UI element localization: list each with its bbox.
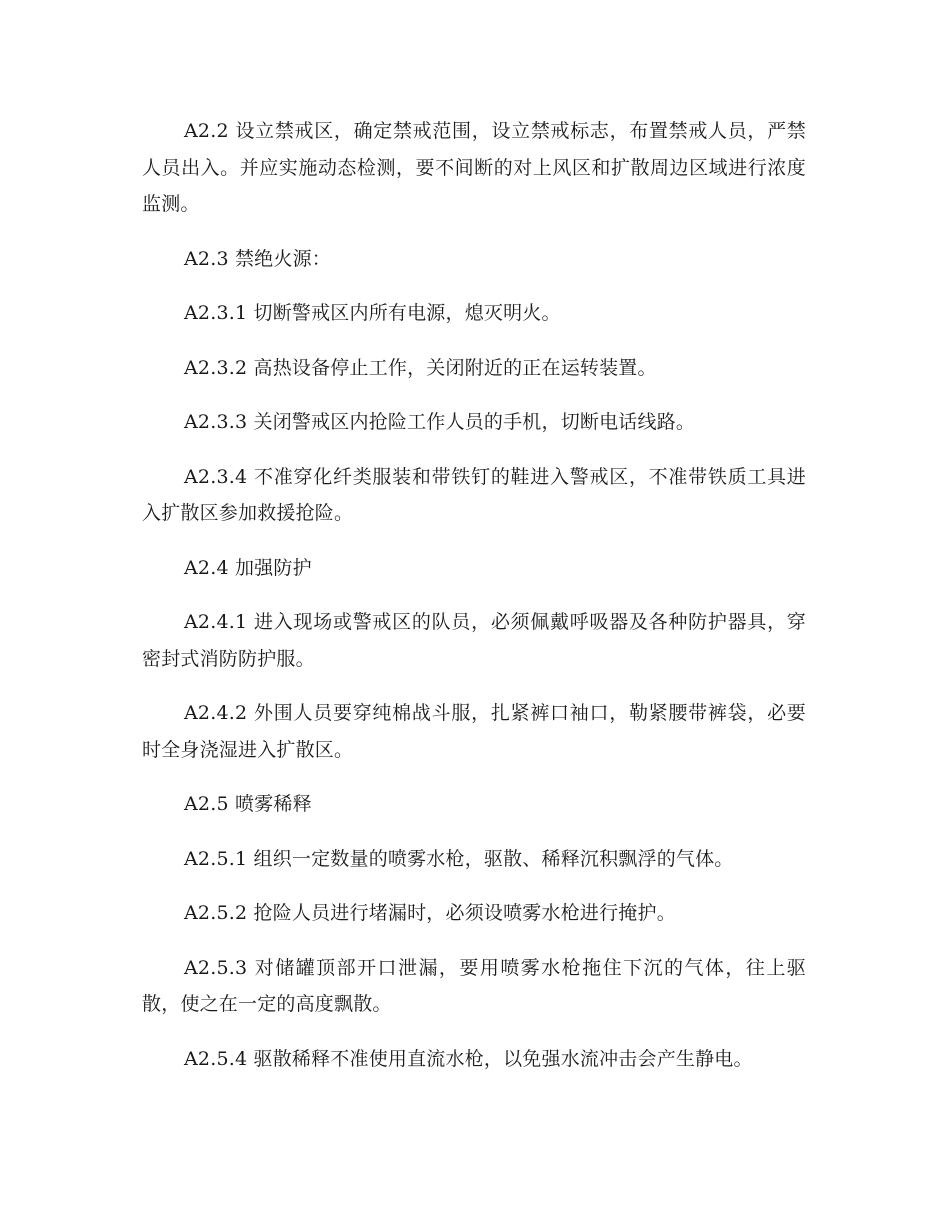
heading-a2-5: A2.5 喷雾稀释 bbox=[184, 793, 312, 815]
heading-a2-4: A2.4 加强防护 bbox=[184, 556, 312, 579]
paragraph-a2-5-4: A2.5.4 驱散稀释不准使用直流水枪，以免强水流冲击会产生静电。 bbox=[184, 1047, 753, 1070]
document-body bbox=[142, 113, 806, 1095]
paragraph-a2-4-1: A2.4.1 进入现场或警戒区的队员，必须佩戴呼吸器及各种防护器具，穿密封式消防防护服。 bbox=[142, 611, 806, 670]
paragraph-a2-3-3: A2.3.3 关闭警戒区内抢险工作人员的手机，切断电话线路。 bbox=[184, 411, 696, 433]
paragraph-a2-2: A2.2 设立禁戒区，确定禁戒范围，设立禁戒标志，布置禁戒人员，严禁人员出入。并应实施动态检测，要不间断的对上风区和扩散周边区域进行浓度监测。 bbox=[142, 120, 806, 215]
paragraph-a2-3-1: A2.3.1 切断警戒区内所有电源，熄灭明火。 bbox=[184, 302, 561, 324]
paragraph-a2-5-1: A2.5.1 组织一定数量的喷雾水枪，驱散、稀释沉积飘浮的气体。 bbox=[184, 847, 734, 870]
paragraph-a2-4-2: A2.4.2 外围人员要穿纯棉战斗服，扎紧裤口袖口，勒紧腰带裤袋，必要时全身浇湿进入扩散区。 bbox=[142, 702, 806, 761]
paragraph-a2-3-4: A2.3.4 不准穿化纤类服装和带铁钉的鞋进入警戒区，不准带铁质工具进入扩散区参加救援抢险。 bbox=[142, 465, 806, 524]
heading-a2-3: A2.3 禁绝火源： bbox=[184, 247, 331, 270]
paragraph-a2-5-2: A2.5.2 抢险人员进行堵漏时，必须设喷雾水枪进行掩护。 bbox=[184, 902, 676, 924]
paragraph-a2-3-2: A2.3.2 高热设备停止工作，关闭附近的正在运转装置。 bbox=[184, 356, 657, 379]
paragraph-a2-5-3: A2.5.3 对储罐顶部开口泄漏，要用喷雾水枪拖住下沉的气体，往上驱散，使之在一定的高度飘散。 bbox=[142, 956, 806, 1015]
